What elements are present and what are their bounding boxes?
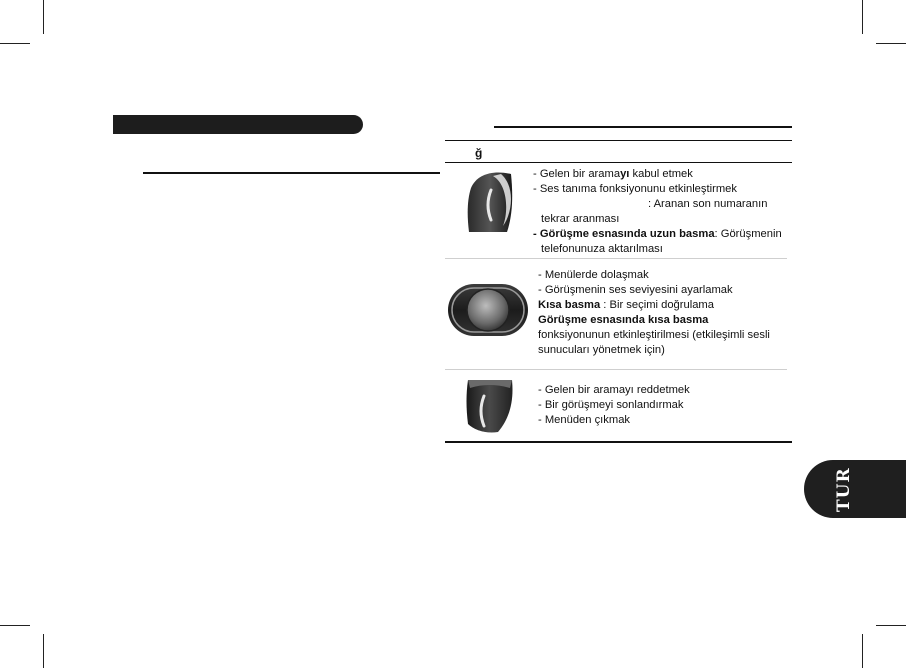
row-1-description [533, 167, 791, 257]
desc-line: - Görüşmenin ses seviyesini ayarlamak [538, 284, 733, 296]
desc-line: sunucuları yönetmek için) [538, 344, 665, 356]
table-header-glyph: ğ [475, 146, 483, 160]
language-tab [804, 460, 906, 518]
desc-line: - Bir görüşmeyi sonlandırmak [538, 399, 684, 411]
desc-line: tekrar aranması [541, 213, 620, 225]
table-top-rule [494, 126, 792, 128]
crop-mark [876, 625, 906, 626]
jog-dial-icon [446, 280, 530, 340]
desc-line: - Menüden çıkmak [538, 414, 631, 426]
desc-line: - Menülerde dolaşmak [538, 269, 649, 281]
reject-button-icon [462, 374, 518, 436]
table-header-bottom-rule [445, 162, 792, 163]
desc-line: : Aranan son numaranın [648, 198, 768, 210]
desc-line: Görüşme esnasında kısa basma [538, 314, 709, 326]
crop-mark [876, 43, 906, 44]
row-separator [445, 258, 787, 259]
desc-line: Kısa basma : Bir seçimi doğrulama [538, 299, 714, 311]
row-2-description [533, 268, 770, 358]
desc-line: - Görüşme esnasında uzun basma: Görüşmenin [533, 228, 782, 240]
desc-line: - Gelen bir aramayı kabul etmek [533, 168, 693, 180]
desc-line: fonksiyonunun etkinleştirilmesi (etkileşimli sesli [538, 329, 770, 341]
desc-line: - Ses tanıma fonksiyonunu etkinleştirmek [533, 183, 737, 195]
desc-line: - Gelen bir aramayı reddetmek [538, 384, 690, 396]
table-header-rule [445, 140, 792, 141]
section-heading-bar [113, 115, 363, 134]
desc-line: telefonunuza aktarılması [541, 243, 663, 255]
language-tab-label: TUR [834, 467, 854, 513]
row-separator [445, 369, 787, 370]
crop-mark [862, 634, 863, 668]
crop-mark [43, 634, 44, 668]
crop-mark [862, 0, 863, 34]
crop-mark [43, 0, 44, 34]
table-bottom-rule [445, 441, 792, 443]
crop-mark [0, 43, 30, 44]
crop-mark [0, 625, 30, 626]
row-3-description [533, 383, 690, 428]
answer-button-icon [463, 164, 519, 238]
left-divider [143, 172, 440, 174]
